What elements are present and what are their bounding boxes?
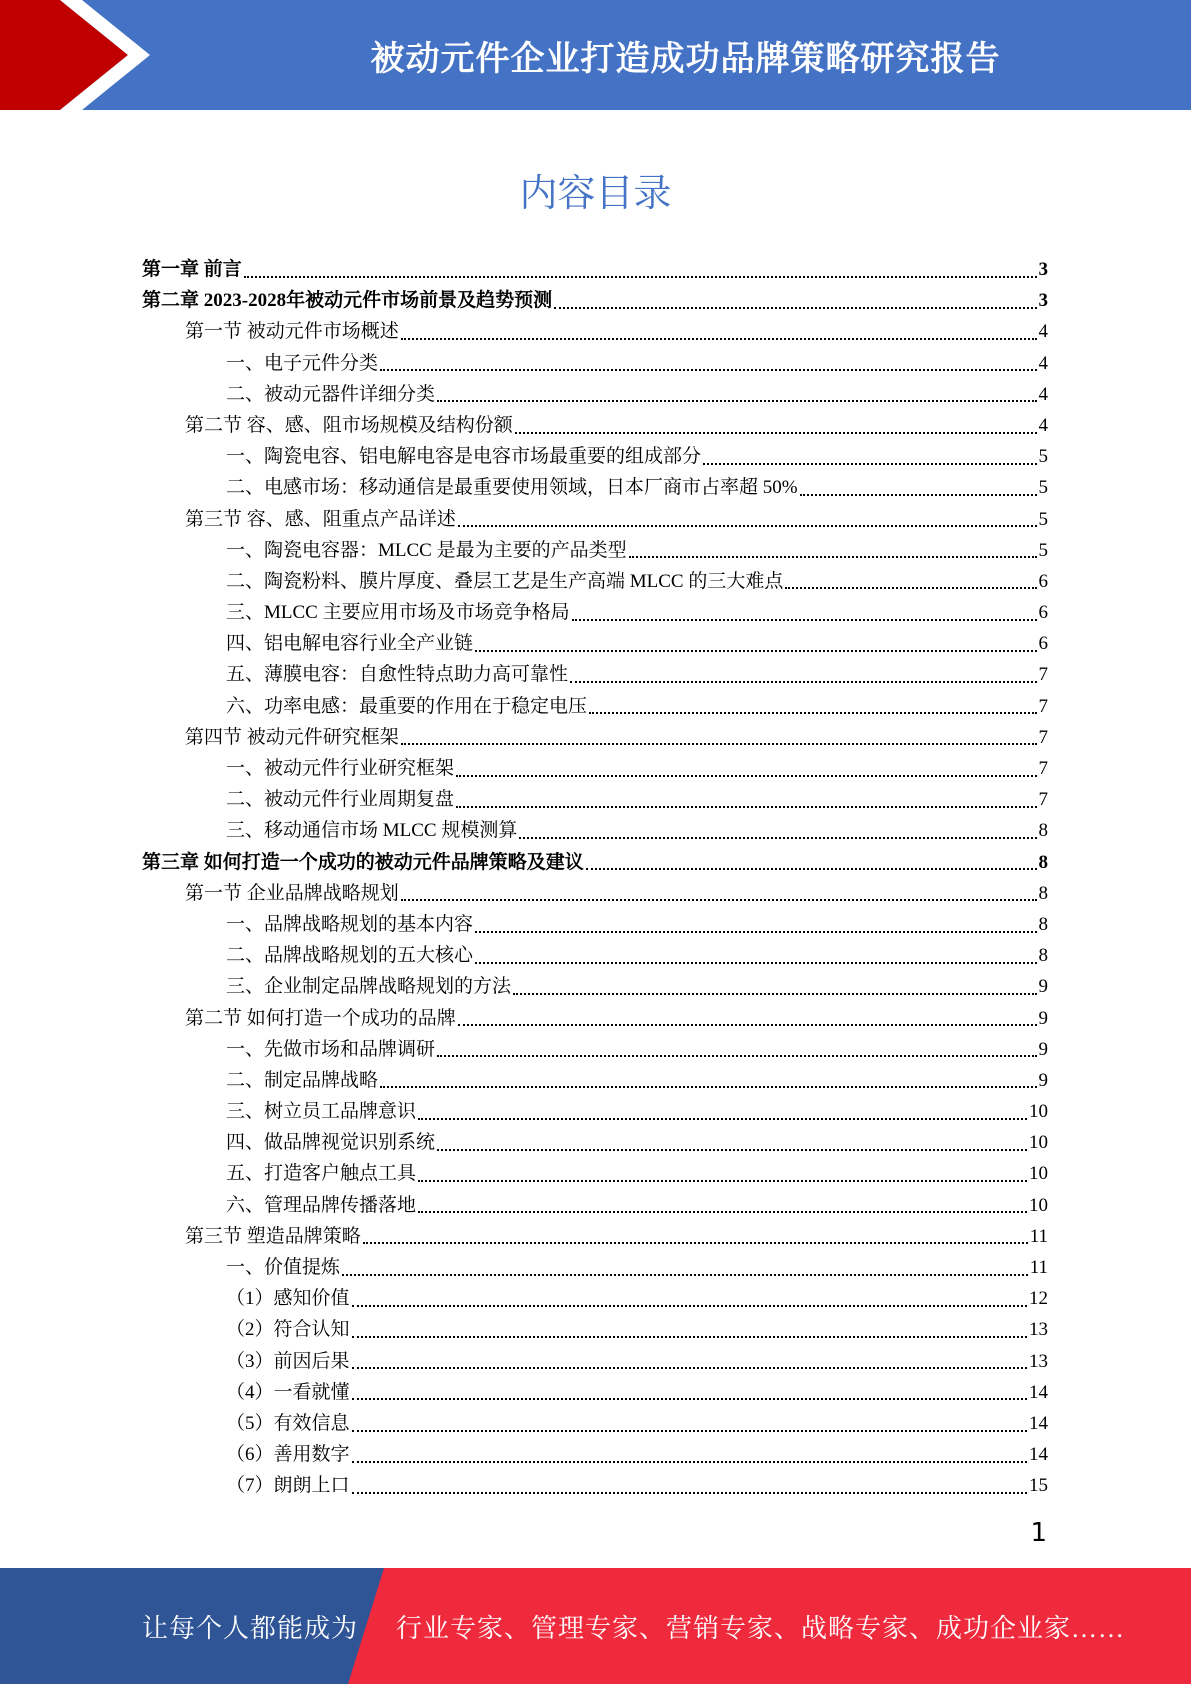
toc-entry-page: 5 xyxy=(1038,446,1048,468)
page-number: 1 xyxy=(1030,1518,1047,1548)
toc-dot-leader xyxy=(554,307,1036,309)
toc-entry-page: 10 xyxy=(1029,1163,1048,1185)
toc-entry-title: 一、先做市场和品牌调研 xyxy=(226,1038,436,1060)
toc-entry[interactable] xyxy=(142,753,1048,784)
toc-entry-page: 6 xyxy=(1038,633,1048,655)
toc-entry[interactable] xyxy=(142,628,1048,659)
toc-dot-leader xyxy=(475,650,1036,652)
toc-dot-leader xyxy=(352,1492,1027,1494)
toc-entry-page: 4 xyxy=(1038,414,1048,436)
toc-entry-title: 一、品牌战略规划的基本内容 xyxy=(226,913,474,935)
toc-entry-page: 14 xyxy=(1029,1381,1048,1403)
toc-entry[interactable] xyxy=(142,410,1048,441)
header-band xyxy=(0,0,1191,110)
toc-entry-title: 二、品牌战略规划的五大核心 xyxy=(226,945,474,967)
toc-dot-leader xyxy=(418,1180,1027,1182)
toc-entry-title: 第一节 被动元件市场概述 xyxy=(185,321,399,343)
toc-entry[interactable] xyxy=(142,940,1048,971)
toc-entry[interactable] xyxy=(142,971,1048,1002)
toc-entry-page: 6 xyxy=(1038,570,1048,592)
toc-entry-page: 14 xyxy=(1029,1444,1048,1466)
toc-entry-title: 第二章 2023-2028年被动元件市场前景及趋势预测 xyxy=(142,290,553,312)
toc-entry[interactable] xyxy=(142,1003,1048,1034)
toc-entry[interactable] xyxy=(142,285,1048,316)
toc-entry-page: 8 xyxy=(1038,851,1048,873)
toc-entry[interactable] xyxy=(142,1314,1048,1345)
toc-entry-page: 3 xyxy=(1038,290,1048,312)
toc-entry-title: （4）一看就懂 xyxy=(226,1381,350,1403)
toc-dot-leader xyxy=(380,1086,1036,1088)
footer-band xyxy=(0,1568,1191,1684)
toc-entry-page: 7 xyxy=(1038,726,1048,748)
toc-dot-leader xyxy=(475,962,1036,964)
toc-heading: 内容目录 xyxy=(519,171,672,215)
toc-entry-title: 第一节 企业品牌战略规划 xyxy=(185,882,399,904)
toc-entry-page: 9 xyxy=(1038,1007,1048,1029)
toc-dot-leader xyxy=(363,1242,1028,1244)
toc-entry[interactable] xyxy=(142,441,1048,472)
toc-dot-leader xyxy=(352,1336,1027,1338)
toc-dot-leader xyxy=(352,1367,1027,1369)
footer-slogan-right: 行业专家、管理专家、营销专家、战略专家、成功企业家…… xyxy=(396,1613,1126,1643)
toc-entry[interactable] xyxy=(142,1283,1048,1314)
toc-entry-title: 一、价值提炼 xyxy=(226,1257,341,1278)
toc-entry[interactable] xyxy=(142,379,1048,410)
toc-entry[interactable] xyxy=(142,691,1048,722)
toc-entry-title: 五、打造客户触点工具 xyxy=(226,1163,417,1185)
toc-entry-page: 5 xyxy=(1038,539,1048,561)
toc-entry-title: 六、功率电感：最重要的作用在于稳定电压 xyxy=(226,695,588,717)
toc-entry-title: 四、铝电解电容行业全产业链 xyxy=(226,633,474,655)
toc-entry-title: （7）朗朗上口 xyxy=(226,1475,350,1497)
toc-entry[interactable] xyxy=(142,1252,1048,1283)
toc-entry[interactable] xyxy=(142,1190,1048,1221)
toc-entry[interactable] xyxy=(142,784,1048,815)
toc-entry-title: 二、被动元器件详细分类 xyxy=(226,383,436,405)
toc-entry-page: 5 xyxy=(1038,508,1048,530)
toc-dot-leader xyxy=(703,463,1036,465)
toc-entry-page: 11 xyxy=(1029,1257,1048,1278)
toc-entry[interactable] xyxy=(142,1065,1048,1096)
toc-entry-title: 二、制定品牌战略 xyxy=(226,1069,379,1091)
toc-entry-page: 7 xyxy=(1038,695,1048,717)
toc-dot-leader xyxy=(475,931,1036,933)
footer-slogan-left: 让每个人都能成为 xyxy=(142,1613,359,1643)
toc-entry-page: 8 xyxy=(1038,882,1048,904)
toc-dot-leader xyxy=(401,899,1037,901)
toc-entry-title: 四、做品牌视觉识别系统 xyxy=(226,1132,436,1154)
toc-entry[interactable] xyxy=(142,1034,1048,1065)
toc-entry[interactable] xyxy=(142,1377,1048,1408)
toc-entry[interactable] xyxy=(142,597,1048,628)
toc-dot-leader xyxy=(437,1149,1027,1151)
toc-entry[interactable] xyxy=(142,878,1048,909)
toc-entry-title: 二、被动元件行业周期复盘 xyxy=(226,789,455,811)
toc-entry-title: 第三节 容、感、阻重点产品详述 xyxy=(185,508,456,530)
toc-entry[interactable] xyxy=(142,1221,1048,1252)
toc-dot-leader xyxy=(437,400,1036,402)
toc-entry[interactable] xyxy=(142,472,1048,503)
toc-entry-title: 三、树立员工品牌意识 xyxy=(226,1101,417,1123)
toc-dot-leader xyxy=(437,1055,1036,1057)
toc-entry-title: 三、企业制定品牌战略规划的方法 xyxy=(226,976,512,998)
toc-dot-leader xyxy=(244,276,1037,278)
toc-dot-leader xyxy=(401,338,1037,340)
toc-entry-page: 9 xyxy=(1038,976,1048,998)
toc-entry-title: （2）符合认知 xyxy=(226,1319,350,1341)
toc-entry-title: 第四节 被动元件研究框架 xyxy=(185,726,399,748)
toc-entry[interactable] xyxy=(142,1408,1048,1439)
toc-entry-title: （3）前因后果 xyxy=(226,1350,350,1372)
toc-entry-title: 第一章 前言 xyxy=(142,259,242,280)
toc-entry-page: 8 xyxy=(1038,945,1048,967)
toc-dot-leader xyxy=(352,1305,1027,1307)
table-of-contents xyxy=(142,254,1048,1502)
toc-dot-leader xyxy=(572,619,1037,621)
toc-dot-leader xyxy=(589,712,1036,714)
report-title: 被动元件企业打造成功品牌策略研究报告 xyxy=(370,38,1001,79)
toc-dot-leader xyxy=(629,556,1037,558)
toc-entry[interactable] xyxy=(142,847,1048,878)
toc-dot-leader xyxy=(352,1430,1027,1432)
toc-entry-title: 一、电子元件分类 xyxy=(226,352,379,374)
toc-entry-title: 一、陶瓷电容、铝电解电容是电容市场最重要的组成部分 xyxy=(226,446,702,468)
toc-dot-leader xyxy=(456,806,1036,808)
toc-entry-title: 一、被动元件行业研究框架 xyxy=(226,758,455,779)
toc-entry[interactable] xyxy=(142,1096,1048,1127)
toc-entry[interactable] xyxy=(142,348,1048,379)
toc-entry-title: 第二节 如何打造一个成功的品牌 xyxy=(185,1007,456,1029)
toc-dot-leader xyxy=(519,837,1036,839)
toc-entry-page: 8 xyxy=(1038,913,1048,935)
toc-entry-title: 第二节 容、感、阻市场规模及结构份额 xyxy=(185,414,513,436)
toc-dot-leader xyxy=(515,432,1037,434)
toc-entry-page: 13 xyxy=(1029,1319,1048,1341)
toc-entry[interactable] xyxy=(142,1127,1048,1158)
toc-entry-page: 13 xyxy=(1029,1350,1048,1372)
toc-entry-title: 二、陶瓷粉料、膜片厚度、叠层工艺是生产高端 MLCC 的三大难点 xyxy=(226,570,784,592)
toc-entry-page: 4 xyxy=(1038,352,1048,374)
toc-dot-leader xyxy=(586,868,1037,870)
toc-dot-leader xyxy=(456,775,1036,777)
toc-entry-title: 第三章 如何打造一个成功的被动元件品牌策略及建议 xyxy=(142,851,584,873)
toc-entry-title: 二、电感市场：移动通信是最重要使用领域，日本厂商市占率超 50% xyxy=(226,477,798,499)
toc-entry-page: 10 xyxy=(1029,1132,1048,1154)
toc-entry[interactable] xyxy=(142,254,1048,285)
toc-entry-page: 14 xyxy=(1029,1412,1048,1434)
toc-entry-title: （6）善用数字 xyxy=(226,1444,350,1466)
toc-entry-title: （5）有效信息 xyxy=(226,1412,350,1434)
toc-dot-leader xyxy=(418,1211,1027,1213)
toc-entry-title: 第三节 塑造品牌策略 xyxy=(185,1225,361,1247)
toc-entry[interactable] xyxy=(142,722,1048,753)
toc-dot-leader xyxy=(785,587,1036,589)
toc-entry[interactable] xyxy=(142,566,1048,597)
toc-entry[interactable] xyxy=(142,815,1048,846)
toc-dot-leader xyxy=(352,1461,1027,1463)
toc-entry-page: 4 xyxy=(1038,383,1048,405)
toc-entry[interactable] xyxy=(142,1470,1048,1501)
toc-entry-page: 7 xyxy=(1038,789,1048,811)
toc-dot-leader xyxy=(513,993,1036,995)
toc-entry-page: 9 xyxy=(1038,1069,1048,1091)
toc-entry-page: 15 xyxy=(1029,1475,1048,1497)
toc-dot-leader xyxy=(342,1274,1028,1276)
toc-entry-page: 8 xyxy=(1038,820,1048,842)
toc-dot-leader xyxy=(380,369,1036,371)
toc-dot-leader xyxy=(458,525,1037,527)
toc-entry-title: 五、薄膜电容：自愈性特点助力高可靠性 xyxy=(226,664,569,686)
toc-entry-title: 三、MLCC 主要应用市场及市场竞争格局 xyxy=(226,602,570,624)
toc-entry[interactable] xyxy=(142,1346,1048,1377)
toc-entry-page: 6 xyxy=(1038,602,1048,624)
toc-entry-page: 5 xyxy=(1038,477,1048,499)
toc-dot-leader xyxy=(800,494,1037,496)
toc-entry[interactable] xyxy=(142,659,1048,690)
toc-dot-leader xyxy=(570,681,1036,683)
toc-entry-title: 六、管理品牌传播落地 xyxy=(226,1194,417,1216)
toc-entry[interactable] xyxy=(142,1158,1048,1189)
toc-entry[interactable] xyxy=(142,535,1048,566)
toc-entry-page: 7 xyxy=(1038,664,1048,686)
toc-entry-page: 10 xyxy=(1029,1101,1048,1123)
toc-entry[interactable] xyxy=(142,504,1048,535)
toc-entry-page: 3 xyxy=(1038,259,1048,280)
toc-entry-page: 11 xyxy=(1029,1225,1048,1247)
toc-entry-page: 4 xyxy=(1038,321,1048,343)
toc-dot-leader xyxy=(458,1024,1037,1026)
toc-dot-leader xyxy=(352,1398,1027,1400)
red-chevron-shape xyxy=(0,0,128,110)
toc-entry-title: 一、陶瓷电容器：MLCC 是最为主要的产品类型 xyxy=(226,539,627,561)
toc-entry-page: 9 xyxy=(1038,1038,1048,1060)
toc-dot-leader xyxy=(418,1118,1027,1120)
toc-entry[interactable] xyxy=(142,316,1048,347)
toc-entry-page: 12 xyxy=(1029,1288,1048,1310)
toc-dot-leader xyxy=(401,743,1037,745)
toc-entry-page: 7 xyxy=(1038,758,1048,779)
toc-entry-page: 10 xyxy=(1029,1194,1048,1216)
toc-entry-title: 三、移动通信市场 MLCC 规模测算 xyxy=(226,820,518,842)
toc-entry[interactable] xyxy=(142,909,1048,940)
toc-entry-title: （1）感知价值 xyxy=(226,1288,350,1310)
toc-entry[interactable] xyxy=(142,1439,1048,1470)
